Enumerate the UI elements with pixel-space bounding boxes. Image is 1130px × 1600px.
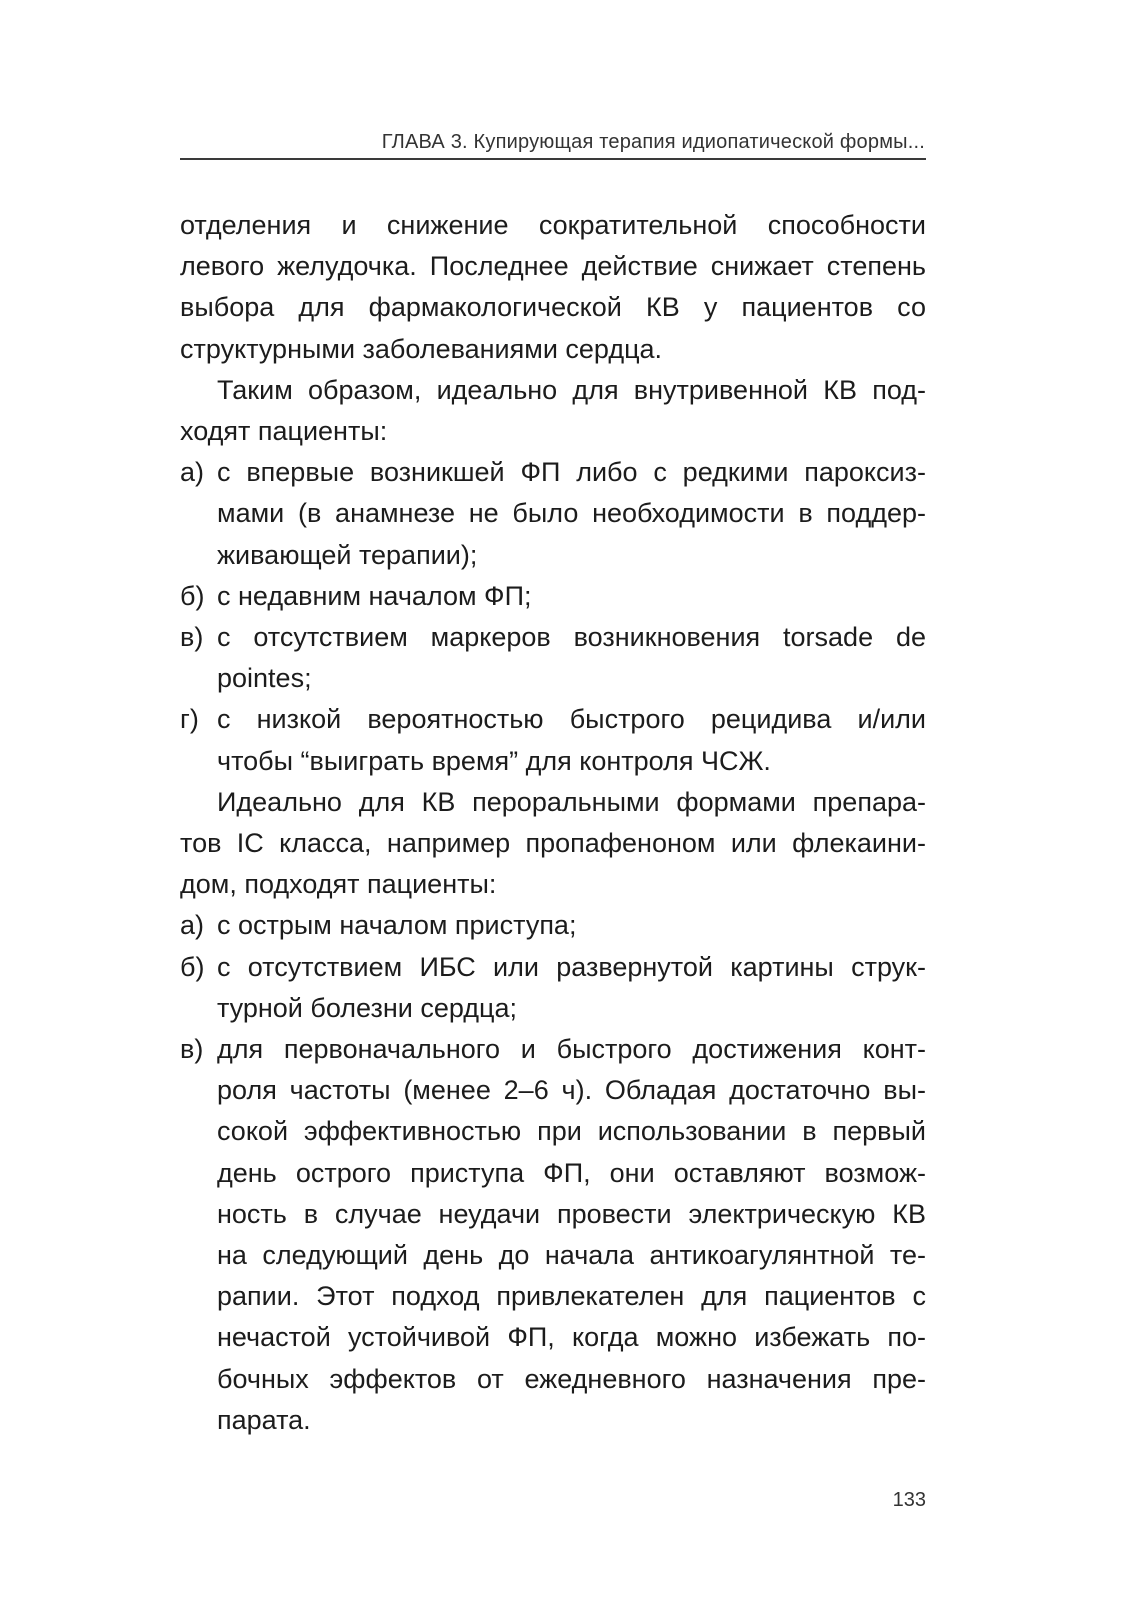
text-line: парата. [217,1404,311,1435]
list-item [180,947,926,1029]
list-item [180,617,926,699]
text-line: тов IC класса, например пропафеноном или флекаини- [180,828,926,859]
paragraph-1 [180,205,926,370]
list-intravenous-criteria [180,452,926,782]
text-line: дом, подходят пациенты: [180,869,497,900]
text-line: с недавним началом ФП; [217,580,532,611]
list-marker: в) [180,1034,204,1065]
list-marker: а) [180,457,205,488]
text-line: ность в случае неудачи провести электрическую КВ [217,1198,926,1229]
text-line: мами (в анамнезе не было необходимости в поддер- [217,498,926,529]
list-marker: б) [180,580,205,611]
text-line: день острого приступа ФП, они оставляют возмож- [217,1157,926,1188]
list-marker: а) [180,910,205,941]
text-line: с отсутствием маркеров возникновения torsade de [217,622,926,653]
list-marker: в) [180,622,204,653]
text-line: нечастой устойчивой ФП, когда можно избежать по- [217,1322,926,1353]
paragraph-3 [180,782,926,906]
list-item [180,576,926,617]
text-line: с впервые возникшей ФП либо с редкими пароксиз- [217,457,926,488]
text-line: с острым началом приступа; [217,910,577,941]
text-line: сокой эффективностью при использовании в первый [217,1116,926,1147]
list-item [180,699,926,781]
text-line: pointes; [217,663,312,694]
text-line: с отсутствием ИБС или развернутой картины струк- [217,951,926,982]
text-line: турной болезни сердца; [217,992,517,1023]
paragraph-2 [180,370,926,452]
text-line: Таким образом, идеально для внутривенной КВ под- [217,374,926,405]
text-line: ходят пациенты: [180,416,388,447]
text-line: бочных эффектов от ежедневного назначения пре- [217,1363,926,1394]
page-body [180,205,926,1441]
list-oral-criteria [180,905,926,1441]
text-line: структурными заболеваниями сердца. [180,333,663,364]
page-number: 133 [892,1489,926,1511]
text-line: отделения и снижение сократительной способности [180,210,926,240]
list-item [180,452,926,576]
list-item [180,1029,926,1441]
text-line: чтобы “выиграть время” для контроля ЧСЖ. [217,745,771,776]
list-item [180,905,926,946]
text-line: с низкой вероятностью быстрого рецидива и/или [217,704,926,735]
text-line: левого желудочка. Последнее действие снижает степень [180,251,926,282]
text-line: на следующий день до начала антикоагулянтной те- [217,1240,926,1271]
text-line: Идеально для КВ пероральными формами препара- [217,786,926,817]
text-line: роля частоты (менее 2–6 ч). Обладая достаточно вы- [217,1075,926,1106]
text-line: выбора для фармакологической КВ у пациентов со [180,292,926,323]
header-rule [180,158,926,160]
list-marker: г) [180,704,199,735]
list-marker: б) [180,951,205,982]
text-line: рапии. Этот подход привлекателен для пациентов с [217,1281,926,1312]
running-header: ГЛАВА 3. Купирующая терапия идиопатической формы... [381,131,925,153]
text-line: живающей терапии); [217,539,478,570]
text-line: для первоначального и быстрого достижения конт- [217,1034,926,1065]
